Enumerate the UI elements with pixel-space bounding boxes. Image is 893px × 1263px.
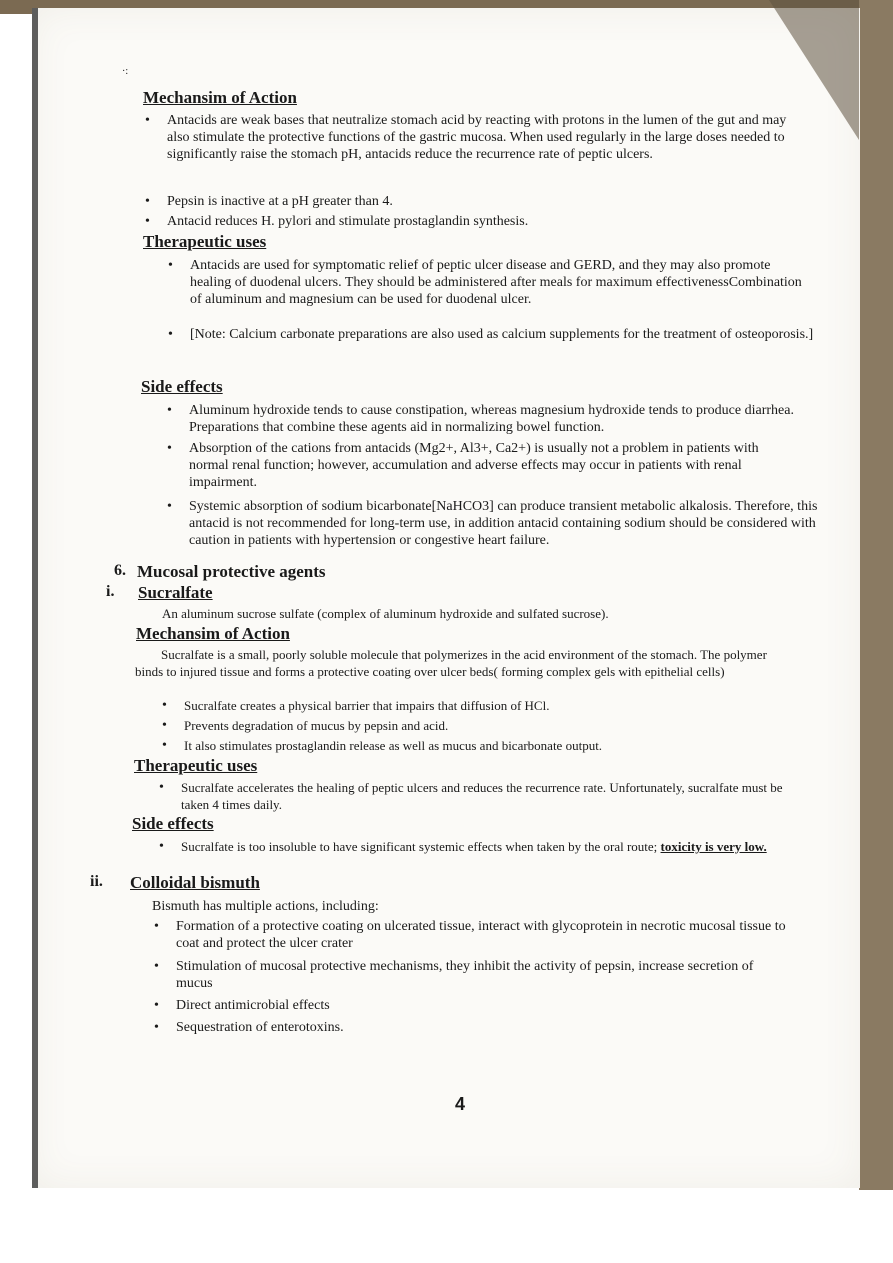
list-item: • Sucralfate creates a physical barrier that impairs that diffusion of HCl.	[162, 698, 550, 713]
list-item: • Antacids are weak bases that neutralize stomach acid by reacting with protons in the lumen of the gut and may also stimulate the protective functions of the gastric mucosa. When used regularly in the large doses needed to significantly raise the stomach pH, antacids reduce the recurrence rate of peptic ulcers.	[145, 113, 787, 162]
list-item: • Prevents degradation of mucus by pepsin and acid.	[162, 718, 449, 733]
toxicity-emphasis: toxicity is very low.	[660, 839, 767, 854]
list-item: • Pepsin is inactive at a pH greater than 4.	[145, 194, 393, 209]
heading-sucralfate-therapeutic-uses: Therapeutic uses	[134, 756, 258, 775]
heading-sucralfate: Sucralfate	[138, 583, 213, 602]
heading-sucralfate-mechanism: Mechansim of Action	[136, 624, 290, 643]
sucralfate-intro: An aluminum sucrose sulfate (complex of aluminum hydroxide and sulfated sucrose).	[162, 606, 609, 621]
stray-marks: ·:	[122, 66, 129, 77]
list-item: • Sucralfate accelerates the healing of peptic ulcers and reduces the recurrence rate. Unfortunately, sucralfate must be taken 4 times daily.	[159, 780, 783, 812]
list-item: • Absorption of the cations from antacids (Mg2+, Al3+, Ca2+) is usually not a problem in patients with normal renal function; however, accumulation and adverse effects may occur in patients with renal impairment.	[167, 441, 759, 490]
subsection-numeral: i.	[106, 583, 115, 600]
list-item: • Systemic absorption of sodium bicarbonate[NaHCO3] can produce transient metabolic alkalosis. Therefore, this antacid is not recommended for long-term use, in addition antacid containing sodium should be considered with caution in patients with hypertension or congestive heart failure.	[167, 499, 818, 548]
heading-sucralfate-side-effects: Side effects	[132, 814, 214, 833]
list-item: • Stimulation of mucosal protective mechanisms, they inhibit the activity of pepsin, increase secretion of mucus	[154, 959, 754, 991]
list-item: • [Note: Calcium carbonate preparations are also used as calcium supplements for the treatment of osteoporosis.]	[168, 327, 814, 342]
sucralfate-mechanism-text: Sucralfate is a small, poorly soluble molecule that polymerizes in the acid environment of the stomach. The polymer binds to injured tissue and forms a protective coating over ulcer beds( forming complex gels with epithelial cells)	[135, 647, 767, 679]
list-item: • It also stimulates prostaglandin release as well as mucus and bicarbonate output.	[162, 738, 603, 753]
heading-therapeutic-uses: Therapeutic uses	[143, 232, 267, 251]
heading-mucosal-protective-agents: Mucosal protective agents	[137, 562, 326, 581]
list-item: • Antacids are used for symptomatic relief of peptic ulcer disease and GERD, and they may also promote healing of duodenal ulcers. They should be administered after meals for maximum effectivenessCombination of aluminum and magnesium can be used for duodenal ulcer.	[168, 258, 802, 307]
section-number: 6.	[114, 562, 126, 579]
list-item: • Antacid reduces H. pylori and stimulate prostaglandin synthesis.	[145, 214, 529, 229]
list-item: • Direct antimicrobial effects	[154, 998, 330, 1013]
list-item: • Sucralfate is too insoluble to have significant systemic effects when taken by the oral route; toxicity is very low.	[159, 839, 767, 854]
bismuth-intro: Bismuth has multiple actions, including:	[152, 899, 379, 914]
heading-mechanism-of-action: Mechansim of Action	[143, 88, 297, 107]
page-number: 4	[455, 1094, 466, 1114]
list-item: • Sequestration of enterotoxins.	[154, 1020, 344, 1035]
heading-colloidal-bismuth: Colloidal bismuth	[130, 873, 260, 892]
heading-side-effects: Side effects	[141, 377, 223, 396]
subsection-numeral: ii.	[90, 873, 103, 890]
list-item: • Aluminum hydroxide tends to cause constipation, whereas magnesium hydroxide tends to produce diarrhea. Preparations that combine these agents aid in normalizing bowel function.	[167, 403, 794, 435]
list-item: • Formation of a protective coating on ulcerated tissue, interact with glycoprotein in necrotic mucosal tissue to coat and protect the ulcer crater	[154, 919, 786, 951]
